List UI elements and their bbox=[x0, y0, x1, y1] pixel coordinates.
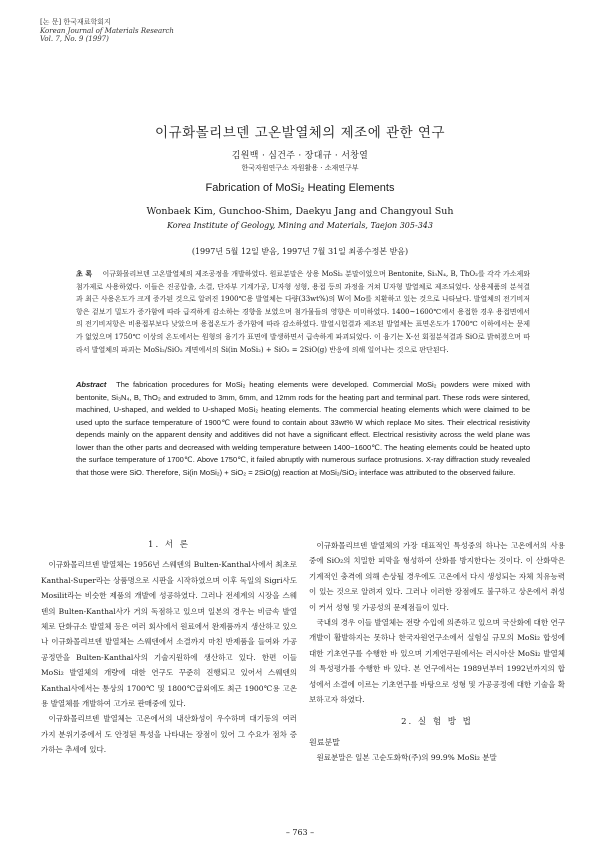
page-number: – 763 – bbox=[285, 828, 315, 837]
body-paragraph: 국내의 경우 이들 발열체는 전량 수입에 의존하고 있으며 국산화에 대한 연구개발이 활발하지는 못하나 한국자원연구소에서 실험실 규모의 MoSi₂ 합성에 대한 기초연구를 수행한 바 있으며 기계연구원에서는 러시아산 MoSi₂ 발열체의 특성평가를 수행한 바 있다. 본 연구에서는 1989년부터 1992년까지의 합성에서 소결에 이르는 기초연구를 바탕으로 성형 및 가공공정에 대한 기술을 확보하고자 하였다. bbox=[309, 618, 565, 705]
abstract-english bbox=[76, 379, 530, 479]
body-column-left bbox=[41, 538, 297, 758]
abstract-english-label: Abstract bbox=[76, 380, 107, 389]
title-english: Fabrication of MoSi₂ Heating Elements bbox=[205, 182, 395, 194]
body-paragraph: 원료분말은 일본 고순도화학(주)의 99.9% MoSi₂ 분말 bbox=[316, 753, 497, 763]
abstract-korean-label: 초 록 bbox=[76, 269, 93, 278]
section-heading-methods: 2. 실 험 방 법 bbox=[401, 717, 473, 728]
abstract-english-text: The fabrication procedures for MoSi₂ heating elements were developed. Commercial MoSi₂ powders were mixed with bentonite, Si₃N₄, B, ThO₂ and extruded to 3mm, 6mm, and 12mm rods for the heating part and terminal part. These rods were sintered, machined, U-shaped, and welded to U-shaped MoSi₂ heating elements. The commercial heating elements which were claimed to be used upto the surface temperature of 1900℃ were found to contain about 33wt% W which replace Mo sites. Their electrical resistivity depends mainly on the apparent density and additives did not have a significant effect. Electrical resistivity across the weld plane was lower than the other parts and decreased with welding temperature between 1400~1600℃. The heating elements could be heated upto the surface temperature of 1700℃. Above 1750℃, it failed abruptly with numerous surface protrusions. X-ray diffraction study revealed that those were SiO. Therefore, Si(in MoSi₂) + SiO₂ = 2SiO(g) reaction at MoSi₂/SiO₂ interface was attributed to the observed failure. bbox=[76, 380, 530, 477]
journal-line-volume: Vol. 7, No. 9 (1997) bbox=[40, 35, 109, 44]
body-column-right bbox=[309, 538, 565, 766]
institute-korean: 한국자원연구소 자원활용 · 소재연구부 bbox=[241, 164, 359, 172]
institute-english: Korea Institute of Geology, Mining and Materials, Taejon 305-343 bbox=[167, 221, 433, 230]
authors-english: Wonbaek Kim, Gunchoo-Shim, Daekyu Jang and Changyoul Suh bbox=[146, 206, 454, 217]
spacer bbox=[309, 707, 565, 715]
body-paragraph: 이규화몰리브덴 발열체의 가장 대표적인 특성중의 하나는 고온에서의 사용중에 SiO₂의 치밀한 피막을 형성하여 산화를 방지한다는 것이다. 이 산화막은 기계적인 충격에 의해 손상될 경우에도 고온에서 다시 생성되는 자체 치유능력이 있는 것으로 알려져 있다. 그러나 이러한 장점에도 불구하고 상온에서 취성이 커서 성형 및 가공성의 문제점들이 있다. bbox=[309, 541, 565, 612]
title-korean: 이규화몰리브덴 고온발열체의 제조에 관한 연구 bbox=[155, 125, 445, 141]
abstract-korean-text: 이규화몰리브덴 고온발열체의 제조공정을 개발하였다. 원료분말은 상용 MoSi₂ 분말이었으며 Bentonite, Si₃N₄, B, ThO₂를 각각 가소제와 첨가제로 사용하였다. 이들은 진공압출, 소결, 단자부 기계가공, U자형 성형, 용접 등의 과정을 거쳐 U자형 발열체로 제조되었다. 상용제품의 분석결과 최근 사용온도가 크게 증가된 것으로 알려진 1900℃용 발열체는 다량(33wt%)의 W이 Mo를 치환하고 있는 것으로 나타났다. 발열체의 전기비저항은 겉보기 밀도가 증가함에 따라 급격하게 감소하는 경향을 보였으며 첨가물들의 영향은 미미하였다. 1400~1600℃에서 용접한 경우 용접면에서의 전기비저항은 비용접부보다 낮았으며 용접온도가 증가함에 따라 감소하였다. 발열시험결과 제조된 발열체는 표면온도가 1700℃ 이하에서는 문제가 없었으며 1750℃ 이상의 온도에서는 원형의 융기가 표면에 발생하면서 급속하게 파괴되었다. 이 융기는 X-선 회절분석결과 SiO로 밝혀졌으며 따라서 발열체의 파괴는 MoSi₂/SiO₂ 계면에서의 Si(in MoSi₂) + SiO₂ = 2SiO(g) 반응에 의해 일어나는 것으로 판단된다. bbox=[76, 270, 531, 354]
abstract-korean bbox=[76, 268, 530, 356]
authors-korean: 김원백 · 심건주 · 장대규 · 서창열 bbox=[231, 151, 369, 161]
journal-line-name: Korean Journal of Materials Research bbox=[40, 26, 174, 35]
journal-line-category: [논 문] 한국재료학회지 bbox=[40, 18, 111, 26]
body-paragraph: 이규화몰리브덴 발열체는 고온에서의 내산화성이 우수하며 대기등의 여러 가지 분위기중에서 도 안정된 특성을 나타내는 장점이 있어 그 수요가 점차 증가하는 추세에 있다. bbox=[41, 714, 297, 755]
body-paragraph: 이규화몰리브덴 발열체는 1956년 스웨덴의 Bulten-Kanthal사에서 최초로 Kanthal-Super라는 상품명으로 시판을 시작하였으며 이후 독일의 Sigri사도 Mosilit라는 비슷한 제품의 개발에 성공하였다. 그러나 전세계의 시장을 스웨덴의 Bulten-Kanthal사가 거의 독점하고 있으며 일본의 경우는 비금속 발열체로 단화규소 발열체 등은 여러 회사에서 원료에서 완제품까지 생산하고 있으나 이규화몰리브덴 발열체는 스웨덴에서 소결까지 마친 반제품을 들여와 가공공정만을 Bulten-Kanthal사의 기술지원하에 생산하고 있다. 한편 이들 MoSi₂ 발열체의 개량에 대한 연구도 꾸준히 진행되고 있어서 스웨덴의 Kanthal사에서는 통상의 1700℃ 및 1800℃급외에도 최근 1900℃용 고온용 발열체를 개발하여 고가로 판매중에 있다. bbox=[41, 560, 297, 709]
section-heading-introduction: 1. 서 론 bbox=[148, 540, 190, 550]
received-dates: (1997년 5월 12일 받음, 1997년 7월 31일 최종수정본 받음) bbox=[191, 247, 409, 256]
journal-header bbox=[40, 18, 174, 44]
subsection-heading-powder: 원료분말 bbox=[309, 737, 340, 747]
